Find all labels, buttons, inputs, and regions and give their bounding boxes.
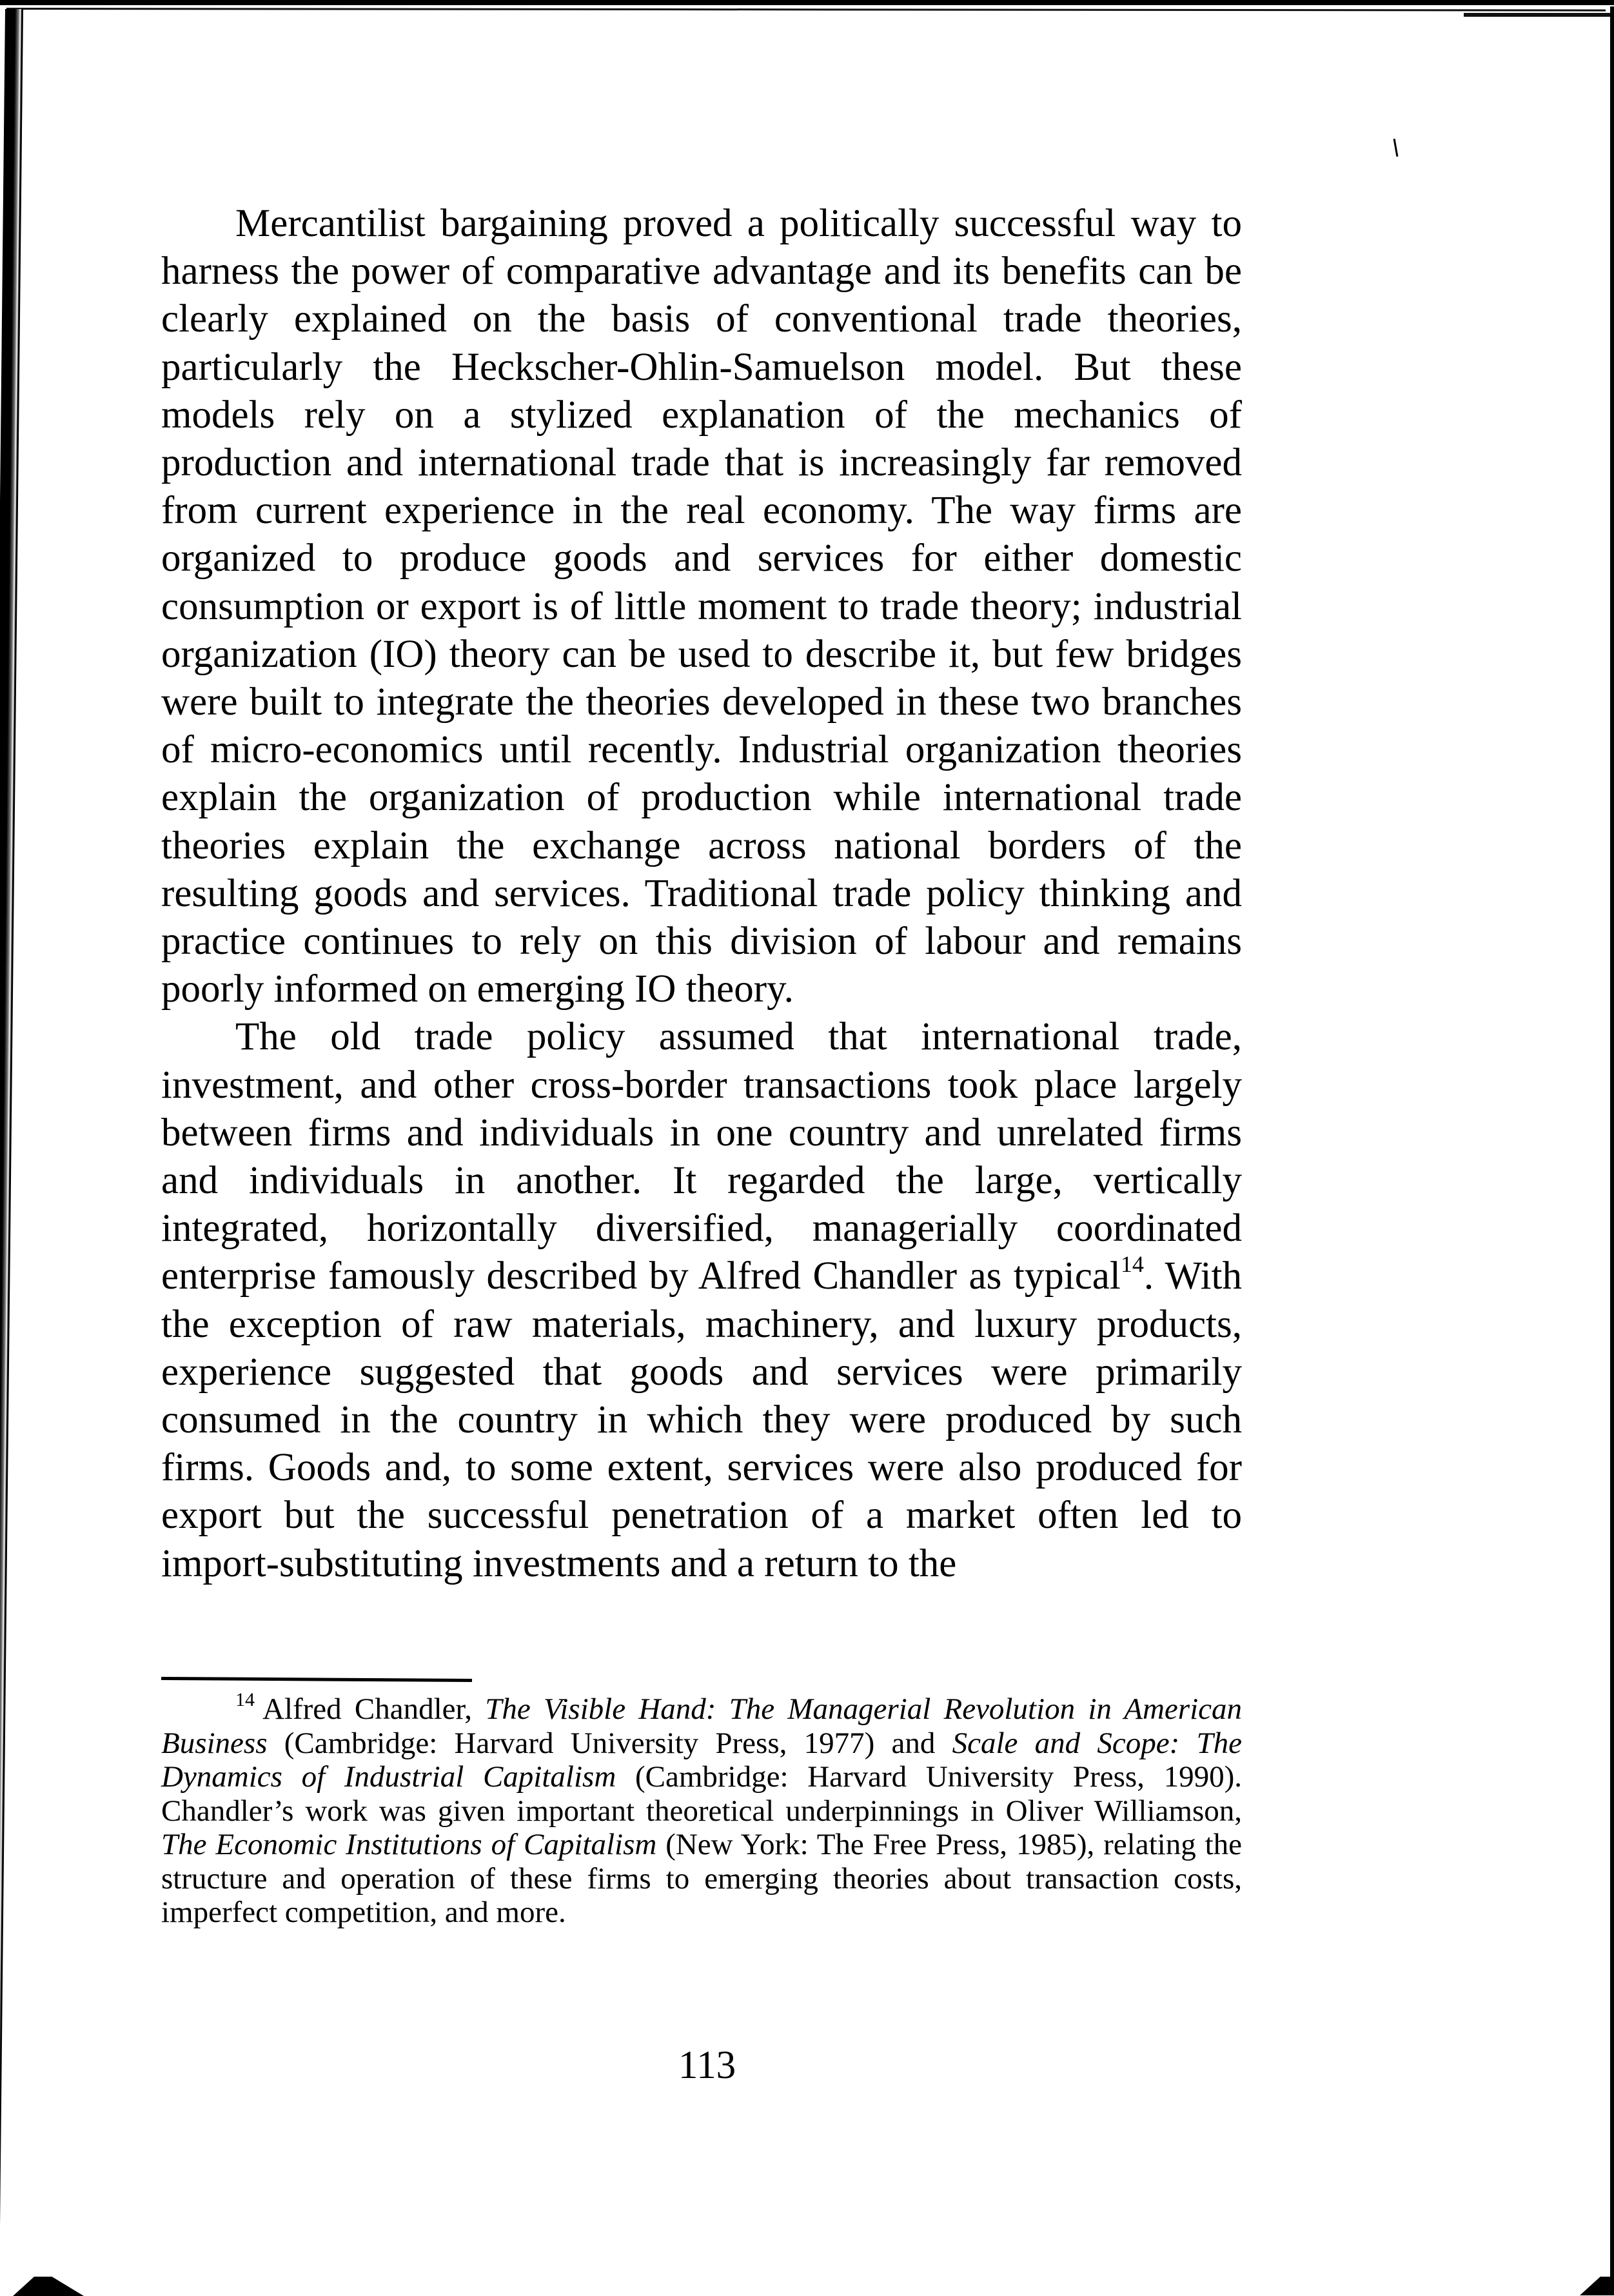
footnote-segment: (Cambridge: Harvard University Press, 1990). Chandler’s work was given important theoretical underpinnings in Oliver Williamson, — [161, 1760, 1242, 1828]
paragraph-1: Mercantilist bargaining proved a politically successful way to harness the power of comparative advantage and its benefits can be clearly explained on the basis of conventional trade theories, particularly the Heckscher-Ohlin-Samuelson model. But these models rely on a stylized explanation of the mechanics of production and international trade that is increasingly far removed from current experience in the real economy. The way firms are organized to produce goods and services for either domestic consumption or export is of little moment to trade theory; industrial organization (IO) theory can be used to describe it, but few bridges were built to integrate the theories developed in these two branches of micro-economics until recently. Industrial organization theories explain the organization of production while international trade theories explain the exchange across national borders of the resulting goods and services. Traditional trade policy thinking and practice continues to rely on this division of labour and remains poorly informed on emerging IO theory. — [161, 202, 1242, 1011]
paragraph-2-text-after-note: . With the exception of raw materials, machinery, and luxury products, experience suggested that goods and services were primarily consumed in the country in which they were produced by such firms. Goods and, to some extent, services were also produced for export but the successful penetration of a market often led to import-substituting investments and a return to the — [161, 1254, 1242, 1585]
footnote-number: 14 — [235, 1689, 255, 1710]
footnote-title-scale-and-scope: Scale and Scope: The Dynamics of Industrial Capitalism — [161, 1726, 1242, 1794]
page-number: 113 — [678, 2044, 736, 2087]
footnotes-section — [161, 1689, 1242, 1930]
scan-speck — [1393, 139, 1399, 157]
scan-page-top-edge-right — [1464, 13, 1614, 17]
paragraph-2-text-before-note: The old trade policy assumed that international trade, investment, and other cross-border transactions took place largely between firms and individuals in one country and unrelated firms and individuals in another. It regarded the large, vertically integrated, horizontally diversified, managerially coordinated enterprise famously described by Alfred Chandler as typical — [161, 1015, 1242, 1298]
scan-page-top-edge — [6, 8, 1606, 12]
footnote-title-economic-institutions: The Economic Institutions of Capitalism — [161, 1828, 657, 1861]
footnote-title-visible-hand: The Visible Hand: The Managerial Revolution in American Business — [161, 1692, 1242, 1760]
scan-top-border — [0, 0, 1614, 5]
scan-book-spine-shadow — [0, 9, 23, 2295]
paragraph-2 — [161, 1013, 1242, 1587]
scan-right-corner — [1580, 2277, 1614, 2295]
footnote-14 — [161, 1689, 1242, 1930]
scan-right-edge — [1610, 6, 1614, 2295]
scan-book-spine-foot — [13, 2277, 84, 2296]
footnote-segment: Alfred Chandler, — [262, 1692, 486, 1726]
footnote-separator-rule — [161, 1677, 472, 1682]
footnote-segment: (New York: The Free Press, 1985), relating the structure and operation of these firms to emerging theories about transaction costs, imperfect competition, and more. — [161, 1828, 1242, 1929]
footnote-segment: (Cambridge: Harvard University Press, 1977) and — [267, 1726, 952, 1760]
footnote-reference-14[interactable]: 14 — [1120, 1251, 1144, 1278]
main-body-text — [161, 200, 1242, 1588]
